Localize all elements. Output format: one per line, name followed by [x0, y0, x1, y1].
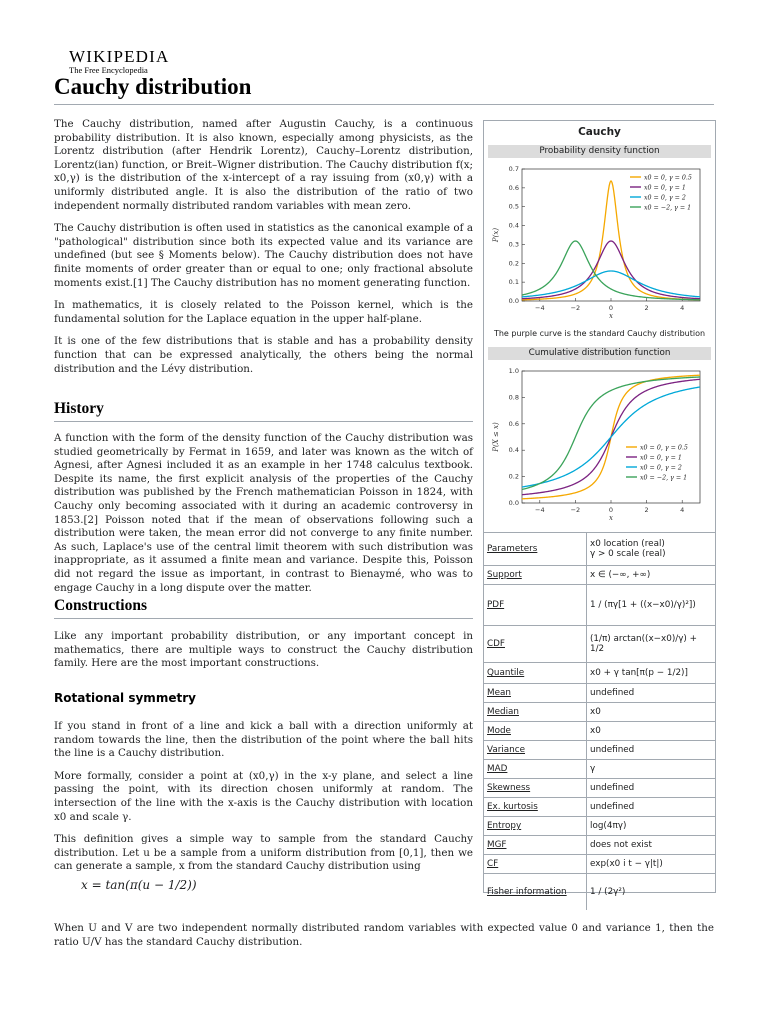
history-section — [54, 432, 473, 604]
infobox-row — [484, 626, 715, 663]
intro-section — [54, 118, 473, 385]
property-value — [587, 836, 716, 855]
property-value — [587, 585, 716, 626]
constructions-paragraph: Like any important probability distribution, or any important concept in mathematics, there are multiple ways to construct the Cauchy distribution family. Here are the most important constructions. — [54, 630, 473, 670]
property-value — [587, 703, 716, 722]
y-tick-label: 0.1 — [508, 278, 519, 287]
property-value — [587, 760, 716, 779]
title-rule — [54, 104, 714, 105]
x-tick-label: −2 — [570, 304, 581, 312]
infobox-row — [484, 779, 715, 798]
series-line — [522, 271, 700, 297]
pdf-subheader: Probability density function — [488, 145, 711, 158]
property-name[interactable]: Fisher information — [484, 874, 587, 911]
intro-paragraph-2: The Cauchy distribution is often used in statistics as the canonical example of a "pathological" distribution since both its expected value and its variance are undefined (but see § Moments below). The Cauchy distribution does not have finite moments of order greater than or equal to one; only fractional absolute moments exist.[1] The Cauchy distribution has no moment generating function. — [54, 222, 473, 289]
infobox-row — [484, 741, 715, 760]
y-tick-label: 0.2 — [508, 472, 519, 481]
property-value-text: undefined — [590, 802, 635, 812]
property-value-text: 1 / (πγ[1 + ((x−x0)/γ)²]) — [590, 600, 696, 610]
infobox-row — [484, 722, 715, 741]
constructions-rule — [54, 618, 473, 619]
property-value-text: undefined — [590, 688, 635, 698]
constructions-heading: Constructions — [54, 597, 148, 614]
y-tick-label: 0.0 — [508, 499, 519, 507]
legend-label: x0 = 0, γ = 1 — [640, 454, 682, 462]
x-axis-label: x — [609, 312, 613, 320]
property-value-text: x0 — [590, 726, 601, 736]
infobox-row — [484, 836, 715, 855]
property-value — [587, 741, 716, 760]
infobox-row — [484, 703, 715, 722]
property-value-text: exp(x0 i t − γ|t|) — [590, 859, 663, 869]
x-tick-label: 2 — [644, 506, 649, 514]
infobox-row — [484, 874, 715, 911]
wordmark: WIKIPEDIA — [69, 47, 170, 66]
infobox-row — [484, 760, 715, 779]
property-value-text: (1/π) arctan((x−x0)/γ) + 1/2 — [590, 634, 698, 654]
x-axis-label: x — [609, 514, 613, 522]
property-name[interactable]: Mean — [484, 684, 587, 703]
y-tick-label: 0.8 — [508, 393, 519, 402]
infobox-row — [484, 663, 715, 684]
y-tick-label: 0.3 — [508, 240, 519, 249]
x-tick-label: 4 — [680, 304, 685, 312]
infobox-row — [484, 817, 715, 836]
property-value-text: log(4πγ) — [590, 821, 627, 831]
y-axis-label: P(X ≤ x) — [492, 422, 500, 452]
property-name[interactable]: PDF — [484, 585, 587, 626]
tagline: The Free Encyclopedia — [69, 65, 148, 75]
x-tick-label: −4 — [535, 506, 545, 514]
x-tick-label: 4 — [680, 506, 685, 514]
property-value — [587, 684, 716, 703]
property-name[interactable]: CDF — [484, 626, 587, 663]
infobox-row — [484, 855, 715, 874]
property-value — [587, 874, 716, 911]
series-line — [522, 387, 700, 487]
y-tick-label: 0.5 — [508, 202, 519, 211]
series-line — [522, 241, 700, 299]
infobox-title: Cauchy — [578, 126, 621, 138]
property-value-text: γ — [590, 764, 596, 774]
rotational-paragraph-2: More formally, consider a point at (x0,γ) in the x-y plane, and select a line passing the point, with its direction chosen uniformly at random. The intersection of the line with the x-axis is the Cauchy distribution with location x0 and scale γ. — [54, 769, 473, 823]
property-name[interactable]: Quantile — [484, 663, 587, 684]
legend-label: x0 = 0, γ = 2 — [644, 194, 686, 202]
x-tick-label: 2 — [644, 304, 649, 312]
property-name[interactable]: Mode — [484, 722, 587, 741]
property-value — [587, 566, 716, 585]
infobox — [483, 120, 716, 897]
x-tick-label: −4 — [535, 304, 545, 312]
intro-paragraph-3: In mathematics, it is closely related to the Poisson kernel, which is the fundamental solution for the Laplace equation in the upper half-plane. — [54, 299, 473, 325]
y-axis-label: P(x) — [492, 227, 500, 243]
history-paragraph: A function with the form of the density function of the Cauchy distribution was studied geometrically by Fermat in 1659, and later was known as the witch of Agnesi, after Agnesi included it as an example in her 1748 calculus textbook. Despite its name, the first explicit analysis of the properties of the Cauchy distribution was published by the French mathematician Poisson in 1824, with Cauchy only becoming associated with it during an academic controversy in 1853.[2] Poisson noted that if the mean of observations following such a distribution were taken, the mean error did not converge to any finite number. As such, Laplace's use of the central limit theorem with such distribution was inappropriate, as it assumed a finite mean and variance. Despite this, Poisson did not regard the issue as important, in contrast to Bienaymé, who was to engage Cauchy in a long dispute over the matter. — [54, 432, 473, 594]
history-rule — [54, 421, 473, 422]
property-value — [587, 663, 716, 684]
property-value — [587, 533, 716, 566]
properties-table — [484, 532, 715, 910]
property-value-text: x ∈ (−∞, +∞) — [590, 570, 651, 580]
sampling-equation: x = tan(π(u − 1/2)) — [81, 878, 197, 892]
property-value — [587, 722, 716, 741]
infobox-row — [484, 566, 715, 585]
property-value-text: undefined — [590, 745, 635, 755]
constructions-section — [54, 630, 473, 680]
intro-paragraph-4: It is one of the few distributions that is stable and has a probability density function that can be expressed analytically, the others being the normal distribution and the Lévy distribution. — [54, 335, 473, 375]
property-value — [587, 817, 716, 836]
series-line — [522, 377, 700, 490]
y-tick-label: 0.4 — [508, 446, 519, 455]
infobox-row — [484, 684, 715, 703]
legend-label: x0 = −2, γ = 1 — [644, 204, 692, 212]
property-name[interactable]: MAD — [484, 760, 587, 779]
history-heading: History — [54, 400, 104, 417]
legend-label: x0 = 0, γ = 0.5 — [644, 174, 692, 182]
infobox-row — [484, 585, 715, 626]
legend-label: x0 = 0, γ = 1 — [644, 184, 686, 192]
property-value-text: x0 + γ tan[π(p − 1/2)] — [590, 668, 688, 678]
property-value — [587, 779, 716, 798]
property-name[interactable]: Median — [484, 703, 587, 722]
y-tick-label: 0.7 — [508, 165, 519, 173]
x-tick-label: 0 — [608, 304, 614, 312]
y-tick-label: 0.6 — [508, 419, 519, 428]
cdf-chart[interactable] — [488, 363, 711, 529]
rotational-section — [54, 720, 473, 883]
legend-label: x0 = 0, γ = 0.5 — [640, 444, 688, 452]
property-value — [587, 798, 716, 817]
property-name[interactable]: Entropy — [484, 817, 587, 836]
property-value — [587, 626, 716, 663]
legend-label: x0 = −2, γ = 1 — [640, 474, 688, 482]
property-value-text: x0 location (real) — [590, 539, 665, 549]
property-name[interactable]: Support — [484, 566, 587, 585]
cdf-subheader: Cumulative distribution function — [488, 347, 711, 360]
y-tick-label: 0.4 — [508, 221, 519, 230]
property-name[interactable]: Variance — [484, 741, 587, 760]
page-title: Cauchy distribution — [54, 74, 252, 99]
property-value-text: x0 — [590, 707, 601, 717]
property-name[interactable]: MGF — [484, 836, 587, 855]
pdf-chart[interactable] — [488, 161, 711, 326]
legend-label: x0 = 0, γ = 2 — [640, 464, 682, 472]
wikipedia-logo[interactable] — [69, 47, 170, 75]
y-tick-label: 0.0 — [508, 297, 519, 305]
infobox-row — [484, 798, 715, 817]
x-tick-label: 0 — [608, 506, 614, 514]
property-name[interactable]: Ex. kurtosis — [484, 798, 587, 817]
intro-paragraph-1: The Cauchy distribution, named after Augustin Cauchy, is a continuous probability distribution. It is also known, especially among physicists, as the Lorentz distribution (after Hendrik Lorentz), Cauchy–Lorentz distribution, Lorentz(ian) function, or Breit–Wigner distribution. The Cauchy distribution f(x; x0,γ) is the distribution of the x-intercept of a ray issuing from (x0,γ) with a uniformly distributed angle. It is also the distribution of the ratio of two independent normally distributed random variables with mean zero. — [54, 118, 473, 212]
property-value — [587, 855, 716, 874]
y-tick-label: 0.2 — [508, 259, 519, 268]
ratio-paragraph: When U and V are two independent normally distributed random variables with expected value 0 and variance 1, then the ratio U/V has the standard Cauchy distribution. — [54, 922, 714, 948]
ratio-section — [54, 922, 714, 949]
y-tick-label: 1.0 — [508, 367, 519, 375]
rotational-paragraph-3: This definition gives a simple way to sample from the standard Cauchy distribution. Let u be a sample from a uniform distribution from [0,1], then we can generate a sample, x from the standard Cauchy distribution using — [54, 833, 473, 873]
property-name[interactable]: CF — [484, 855, 587, 874]
property-value-text-2: γ > 0 scale (real) — [590, 549, 666, 559]
property-value-text: does not exist — [590, 840, 652, 850]
property-name[interactable]: Skewness — [484, 779, 587, 798]
rotational-paragraph-1: If you stand in front of a line and kick a ball with a direction uniformly at random towards the line, then the distribution of the point where the ball hits the line is a Cauchy distribution. — [54, 720, 473, 760]
pdf-caption: The purple curve is the standard Cauchy distribution — [493, 329, 706, 338]
property-value-text: undefined — [590, 783, 635, 793]
infobox-row — [484, 533, 715, 566]
y-tick-label: 0.6 — [508, 183, 519, 192]
x-tick-label: −2 — [570, 506, 581, 514]
property-name[interactable]: Parameters — [484, 533, 587, 566]
rotational-heading: Rotational symmetry — [54, 691, 196, 705]
property-value-text: 1 / (2γ²) — [590, 887, 626, 897]
